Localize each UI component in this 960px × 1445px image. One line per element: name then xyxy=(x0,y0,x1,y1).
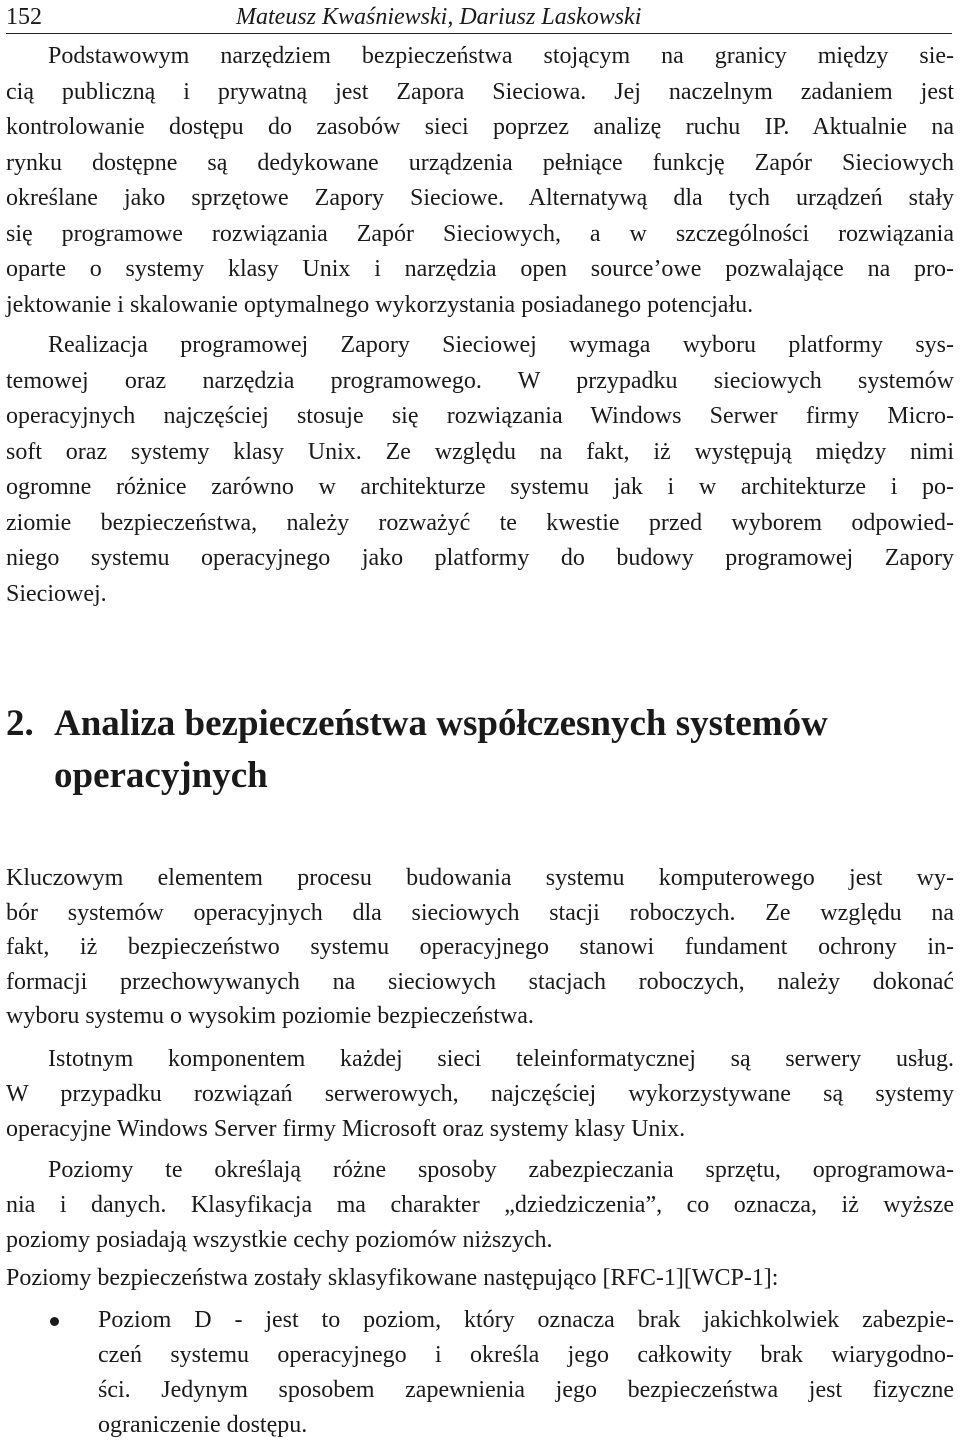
text-line: Sieciowej. xyxy=(6,581,107,607)
text-line: bór systemów operacyjnych dla sieciowych stacji roboczych. Ze względu na xyxy=(6,900,954,926)
text-line: poziomy posiadają wszystkie cechy poziomów niższych. xyxy=(6,1227,553,1253)
text-line: operacyjnych najczęściej stosuje się rozwiązania Windows Serwer firmy Micro- xyxy=(6,403,954,429)
text-line: Poziomy te określają różne sposoby zabezpieczania sprzętu, oprogramowa- xyxy=(48,1157,954,1183)
text-line: kontrolowanie dostępu do zasobów sieci poprzez analizę ruchu IP. Aktualnie na xyxy=(6,114,954,140)
text-line: ogromne różnice zarówno w architekturze systemu jak i w architekturze i po- xyxy=(6,474,954,500)
list-item-line: czeń systemu operacyjnego i określa jego całkowity brak wiarygodno- xyxy=(98,1342,954,1368)
section-title-line: operacyjnych xyxy=(54,755,268,796)
page-number: 152 xyxy=(6,4,42,30)
header-rule xyxy=(6,33,952,34)
text-line: się programowe rozwiązania Zapór Sieciowych, a w szczególności rozwiązania xyxy=(6,221,954,247)
text-line: rynku dostępne są dedykowane urządzenia pełniące funkcję Zapór Sieciowych xyxy=(6,150,954,176)
list-item-line: Poziom D - jest to poziom, który oznacza brak jakichkolwiek zabezpie- xyxy=(98,1307,954,1333)
text-line: Realizacja programowej Zapory Sieciowej wymaga wyboru platformy sys- xyxy=(48,332,954,358)
section-title-line: Analiza bezpieczeństwa współczesnych systemów xyxy=(54,703,828,744)
text-line: określane jako sprzętowe Zapory Sieciowe. Alternatywą dla tych urządzeń stały xyxy=(6,185,954,211)
text-line: soft oraz systemy klasy Unix. Ze względu na fakt, iż występują między nimi xyxy=(6,439,954,465)
running-head-authors: Mateusz Kwaśniewski, Dariusz Laskowski xyxy=(236,4,642,30)
text-line: Istotnym komponentem każdej sieci teleinformatycznej są serwery usług. xyxy=(48,1046,954,1072)
text-line: wyboru systemu o wysokim poziomie bezpieczeństwa. xyxy=(6,1003,534,1029)
list-item-line: ści. Jedynym sposobem zapewnienia jego bezpieczeństwa jest fizyczne xyxy=(98,1377,954,1403)
text-line: temowej oraz narzędzia programowego. W przypadku sieciowych systemów xyxy=(6,368,954,394)
text-line: oparte o systemy klasy Unix i narzędzia open source’owe pozwalające na pro- xyxy=(6,256,954,282)
bullet-icon xyxy=(50,1317,59,1326)
text-line: niego systemu operacyjnego jako platformy do budowy programowej Zapory xyxy=(6,545,954,571)
text-line: jektowanie i skalowanie optymalnego wykorzystania posiadanego potencjału. xyxy=(6,292,754,318)
page-header xyxy=(6,2,956,32)
section-number: 2. xyxy=(6,703,34,744)
text-line: Podstawowym narzędziem bezpieczeństwa stojącym na granicy między sie- xyxy=(48,43,954,69)
text-line: ziomie bezpieczeństwa, należy rozważyć te kwestie przed wyborem odpowied- xyxy=(6,510,954,536)
text-line: formacji przechowywanych na sieciowych stacjach roboczych, należy dokonać xyxy=(6,969,954,995)
text-line: nia i danych. Klasyfikacja ma charakter „dziedziczenia”, co oznacza, iż wyższe xyxy=(6,1192,954,1218)
text-line: Poziomy bezpieczeństwa zostały sklasyfikowane następująco [RFC-1][WCP-1]: xyxy=(6,1265,779,1291)
text-line: Kluczowym elementem procesu budowania systemu komputerowego jest wy- xyxy=(6,865,954,891)
text-line: fakt, iż bezpieczeństwo systemu operacyjnego stanowi fundament ochrony in- xyxy=(6,934,954,960)
list-item-line: ograniczenie dostępu. xyxy=(98,1412,308,1438)
text-line: cią publiczną i prywatną jest Zapora Sieciowa. Jej naczelnym zadaniem jest xyxy=(6,79,954,105)
text-line: W przypadku rozwiązań serwerowych, najczęściej wykorzystywane są systemy xyxy=(6,1081,954,1107)
text-line: operacyjne Windows Server firmy Microsoft oraz systemy klasy Unix. xyxy=(6,1116,686,1142)
